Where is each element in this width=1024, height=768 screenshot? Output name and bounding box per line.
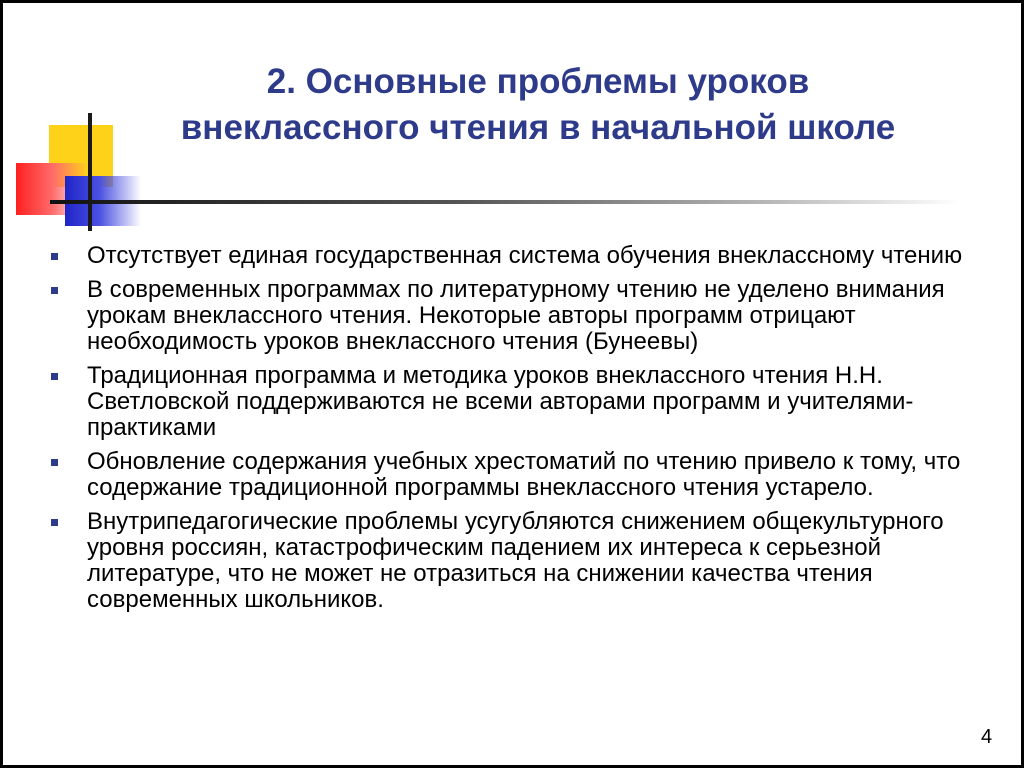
title-line-2: внеклассного чтения в начальной школе: [180, 108, 896, 147]
page-number: 4: [981, 726, 993, 748]
square-bullet-icon: [51, 459, 58, 466]
bullet-text: В современных программах по литературному чтению не уделено внимания урокам внеклассного чтения. Некоторые авторы программ отрицают необходимость уроков внеклассного чтения (Бунеевы): [87, 276, 945, 355]
square-bullet-icon: [51, 373, 58, 380]
horizontal-divider-line: [50, 200, 960, 204]
square-bullet-icon: [51, 287, 58, 294]
square-bullet-icon: [51, 253, 58, 260]
bullet-item: [49, 509, 989, 613]
square-bullet-icon: [51, 519, 58, 526]
title-line-1: 2. Основные проблемы уроков: [266, 62, 810, 101]
vertical-divider-line: [88, 113, 92, 231]
bullet-item: [49, 449, 989, 501]
bullet-text: Обновление содержания учебных хрестоматий по чтению привело к тому, что содержание традиционной программы внеклассного чтения устарело.: [87, 448, 961, 501]
bullet-item: [49, 363, 989, 441]
slide-title: [103, 59, 973, 151]
bullet-text: Внутрипедагогические проблемы усугубляются снижением общекультурного уровня россиян, катастрофическим падением их интереса к серьезной литературе, что не может не отразиться на снижении качества чтения современных школьников.: [87, 508, 944, 613]
bullet-text: Отсутствует единая государственная система обучения внеклассному чтению: [87, 242, 963, 269]
bullet-item: [49, 277, 989, 355]
bullet-text: Традиционная программа и методика уроков внеклассного чтения Н.Н. Светловской поддерживаются не всеми авторами программ и учителями-практиками: [87, 362, 914, 441]
slide: [3, 3, 1021, 765]
bullet-item: [49, 243, 989, 269]
bullet-list: [49, 243, 989, 621]
